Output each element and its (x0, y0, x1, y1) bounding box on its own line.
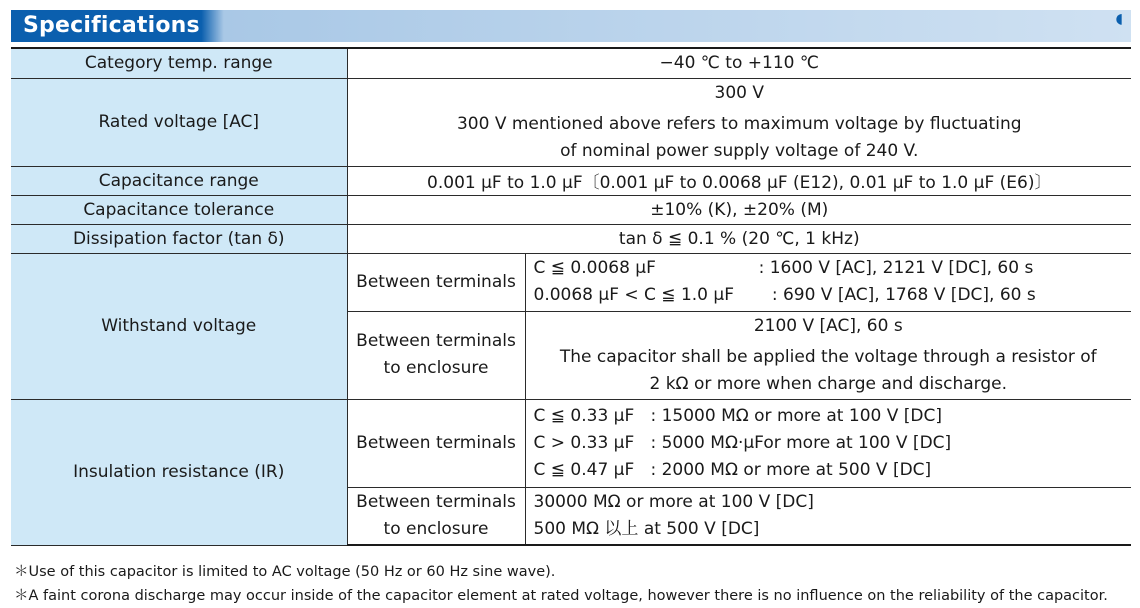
footnotes (14, 560, 1108, 608)
table-row (11, 195, 1131, 224)
footnote: ＊A faint corona discharge may occur inside of the capacitor element at rated voltage, however there is no influence on the reliability of the capacitor. (14, 588, 1108, 604)
table-row (11, 78, 1131, 166)
sub-label-line: Between terminals (356, 331, 516, 351)
param-value (525, 487, 1131, 545)
value-line: C ≦ 0.33 μF : 15000 MΩ or more at 100 V [DC] (533, 405, 942, 426)
param-label: Capacitance range (11, 166, 347, 195)
value-line: 2100 V [AC], 60 s (753, 315, 903, 336)
param-label: Withstand voltage (11, 253, 347, 399)
footnote: ＊Use of this capacitor is limited to AC voltage (50 Hz or 60 Hz sine wave). (14, 564, 556, 580)
specifications-table (11, 47, 1131, 546)
param-value: ±10% (K), ±20% (M) (347, 195, 1131, 224)
sub-label-line: Between terminals (356, 491, 516, 512)
section-header-band (11, 10, 1131, 42)
value-line: The capacitor shall be applied the voltage through a resistor of (559, 346, 1097, 367)
table-row (11, 48, 1131, 78)
sub-label (347, 487, 525, 545)
sub-label: Between terminals (347, 399, 525, 487)
param-label: Rated voltage [AC] (11, 78, 347, 166)
param-value: −40 ℃ to +110 ℃ (347, 48, 1131, 78)
sub-label-line: to enclosure (383, 518, 489, 539)
value-line: 500 MΩ 以上 at 500 V [DC] (533, 518, 760, 539)
table-row (11, 399, 1131, 487)
table-row (11, 253, 1131, 311)
param-label: Category temp. range (11, 48, 347, 78)
value-line: 0.0068 μF < C ≦ 1.0 μF : 690 V [AC], 1768 V [DC], 60 s (533, 285, 1036, 305)
value-line: 300 V mentioned above refers to maximum voltage by fluctuating (456, 113, 1022, 134)
table-row (11, 224, 1131, 253)
param-value (525, 253, 1131, 311)
value-line: 2 kΩ or more when charge and discharge. (649, 373, 1008, 394)
param-label: Capacitance tolerance (11, 195, 347, 224)
value-line: C > 0.33 μF : 5000 MΩ·μFor more at 100 V [DC] (533, 432, 952, 453)
value-line: 30000 MΩ or more at 100 V [DC] (533, 491, 814, 512)
param-value: 0.001 μF to 1.0 μF〔0.001 μF to 0.0068 μF (E12), 0.01 μF to 1.0 μF (E6)〕 (347, 166, 1131, 195)
sub-label-line: to enclosure (383, 358, 489, 378)
param-label: Dissipation factor (tan δ) (11, 224, 347, 253)
corner-mark-icon: ◖ (1115, 11, 1123, 27)
value-line: C ≦ 0.0068 μF : 1600 V [AC], 2121 V [DC], 60 s (533, 258, 1034, 278)
param-value (525, 399, 1131, 487)
value-line: 300 V (714, 82, 764, 103)
param-value (347, 78, 1131, 166)
param-value: tan δ ≦ 0.1 % (20 ℃, 1 kHz) (347, 224, 1131, 253)
section-title: Specifications (23, 13, 200, 38)
sub-label (347, 311, 525, 399)
table-row (11, 166, 1131, 195)
value-line: C ≦ 0.47 μF : 2000 MΩ or more at 500 V [DC] (533, 459, 932, 480)
param-value (525, 311, 1131, 399)
param-label: Insulation resistance (IR) (11, 399, 347, 545)
value-line: of nominal power supply voltage of 240 V. (560, 140, 919, 161)
sub-label: Between terminals (347, 253, 525, 311)
